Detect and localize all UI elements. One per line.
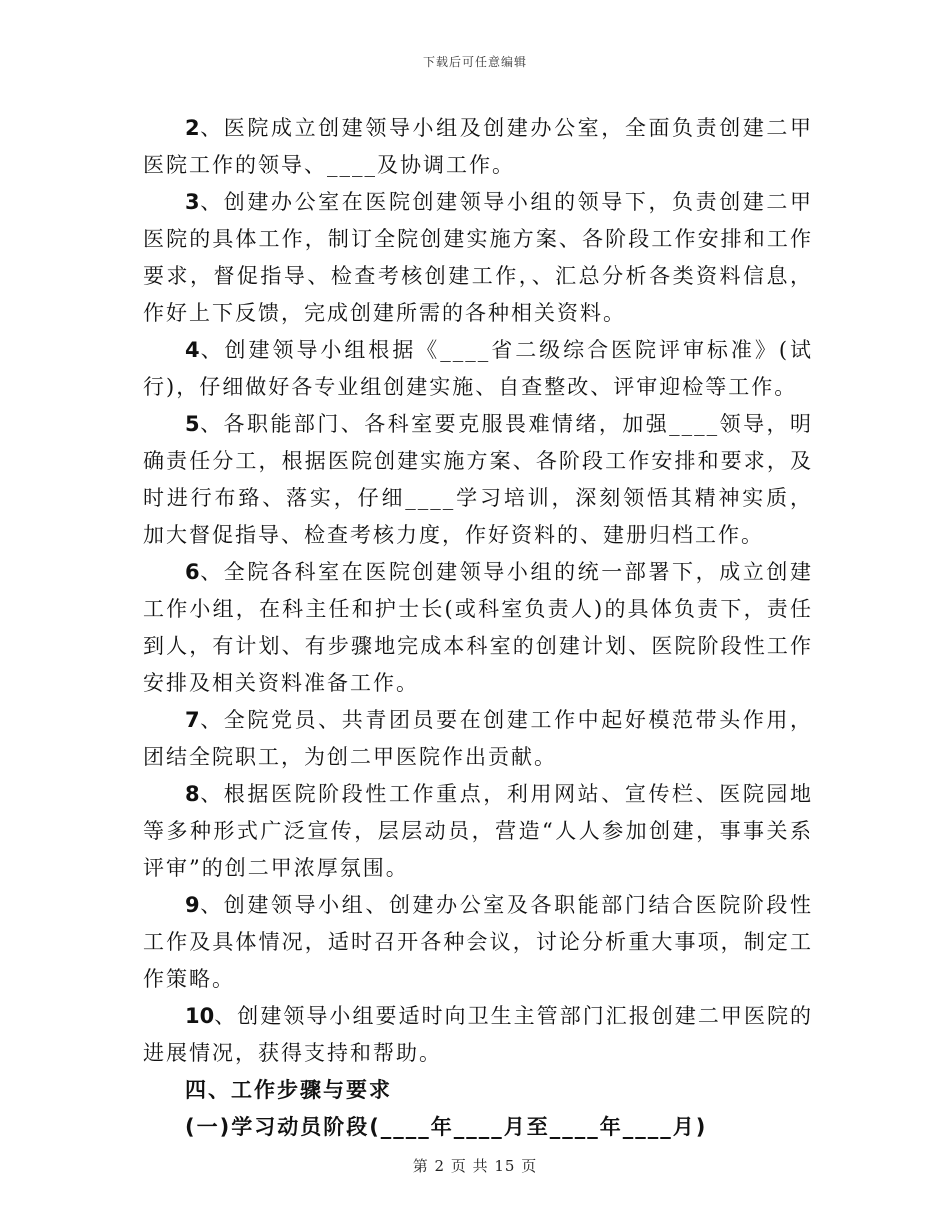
subsection-heading: (一)学习动员阶段(____年____月至____年____月)	[185, 1115, 708, 1139]
paragraph-text: 、创建领导小组根据《____省二级综合医院评审标准》(试行)，仔细做好各专业组创建实施、自查整改、评审迎检等工作。	[143, 338, 813, 399]
paragraph-number: 9	[185, 893, 200, 917]
paragraph-text: 、创建领导小组、创建办公室及各职能部门结合医院阶段性工作及具体情况，适时召开各种会议，讨论分析重大事项，制定工作策略。	[143, 893, 813, 991]
page-number: 第 2 页 共 15 页	[412, 1157, 538, 1175]
paragraph-text: 、创建领导小组要适时向卫生主管部门汇报创建二甲医院的进展情况，获得支持和帮助。	[143, 1004, 813, 1065]
paragraph-5	[143, 406, 813, 554]
document-body	[143, 110, 813, 1146]
paragraph-number: 4	[185, 338, 200, 362]
paragraph-number: 2	[185, 116, 200, 140]
paragraph-text: 、全院党员、共青团员要在创建工作中起好模范带头作用，团结全院职工，为创二甲医院作出贡献。	[143, 708, 813, 769]
paragraph-number: 6	[185, 560, 200, 584]
paragraph-number: 7	[185, 708, 200, 732]
paragraph-4	[143, 332, 813, 406]
paragraph-text: 、根据医院阶段性工作重点，利用网站、宣传栏、医院园地等多种形式广泛宣传，层层动员，营造“人人参加创建，事事关系评审”的创二甲浓厚氛围。	[143, 782, 813, 880]
header-note: 下载后可任意编辑	[422, 55, 527, 69]
paragraph-2	[143, 110, 813, 184]
section-heading: 四、工作步骤与要求	[185, 1078, 392, 1102]
paragraph-3	[143, 184, 813, 332]
paragraph-8	[143, 776, 813, 887]
paragraph-number: 8	[185, 782, 200, 806]
paragraph-7	[143, 702, 813, 776]
paragraph-number: 3	[185, 190, 200, 214]
paragraph-6	[143, 554, 813, 702]
paragraph-number: 10	[185, 1004, 215, 1028]
paragraph-number: 5	[185, 412, 200, 436]
paragraph-10	[143, 998, 813, 1072]
paragraph-text: 、创建办公室在医院创建领导小组的领导下，负责创建二甲医院的具体工作，制订全院创建实施方案、各阶段工作安排和工作要求，督促指导、检查考核创建工作，、汇总分析各类资料信息，作好上下反馈，完成创建所需的各种相关资料。	[143, 190, 813, 325]
paragraph-9	[143, 887, 813, 998]
paragraph-text: 、全院各科室在医院创建领导小组的统一部署下，成立创建工作小组，在科主任和护士长(或科室负责人)的具体负责下，责任到人，有计划、有步骤地完成本科室的创建计划、医院阶段性工作安排及相关资料准备工作。	[143, 560, 813, 695]
paragraph-text: 、医院成立创建领导小组及创建办公室，全面负责创建二甲医院工作的领导、____及协调工作。	[143, 116, 813, 177]
paragraph-text: 、各职能部门、各科室要克服畏难情绪，加强____领导，明确责任分工，根据医院创建实施方案、各阶段工作安排和要求，及时进行布臵、落实，仔细____学习培训，深刻领悟其精神实质，加大督促指导、检查考核力度，作好资料的、建册归档工作。	[143, 412, 813, 547]
